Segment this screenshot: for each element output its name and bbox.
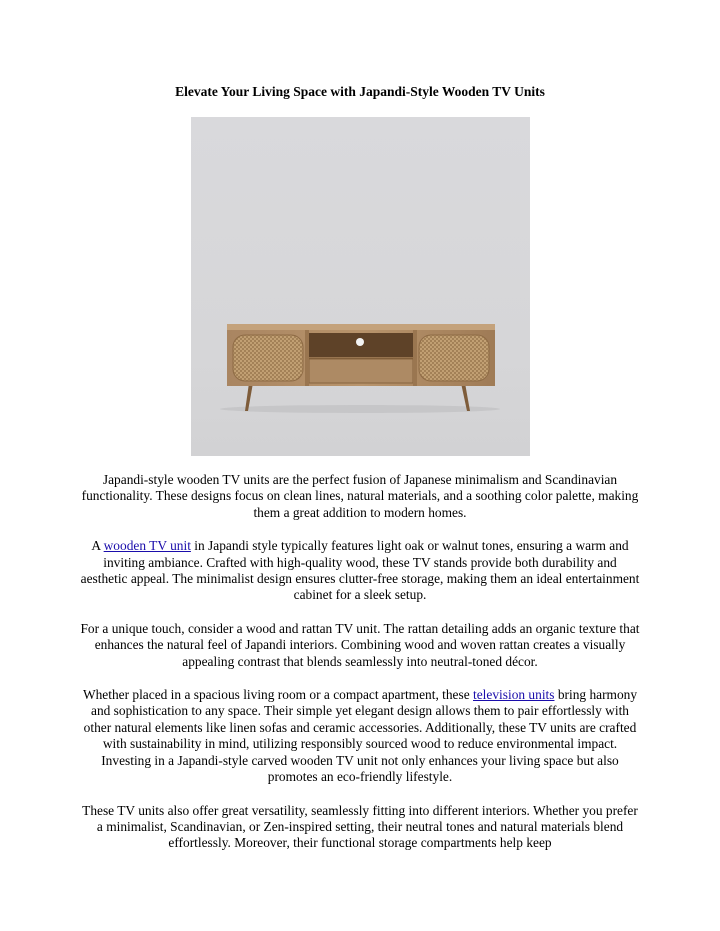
drawer [309, 359, 413, 383]
paragraph-3: For a unique touch, consider a wood and rattan TV unit. The rattan detailing adds an organic texture that enhances the natural feel of Japandi interiors. Combining wood and woven rattan creates a visually appealing contrast that blends seamlessly into neutral-toned décor. [80, 620, 640, 669]
cable-hole [356, 338, 364, 346]
paragraph-4: Whether placed in a spacious living room or a compact apartment, these television units bring harmony and sophistication to any space. Their simple yet elegant design allows them to pair effortlessly with other natural elements like linen sofas and ceramic accessories. Additionally, these TV units are crafted with sustainability in mind, utilizing responsibly sourced wood to reduce environmental impact. Investing in a Japandi-style carved wooden TV unit not only enhances your living space but also promotes an eco-friendly lifestyle. [82, 687, 638, 785]
tv-unit-illustration [191, 117, 530, 456]
paragraph-1: Japandi-style wooden TV units are the perfect fusion of Japanese minimalism and Scandinavian functionality. These designs focus on clean lines, natural materials, and a soothing color palette, making them a great addition to modern homes. [81, 472, 639, 520]
wooden-tv-unit-link[interactable]: wooden TV unit [103, 538, 191, 554]
page-title: Elevate Your Living Space with Japandi-Style Wooden TV Units [175, 84, 545, 99]
paragraph-5: These TV units also offer great versatility, seamlessly fitting into different interiors. Whether you prefer a minimalist, Scandinavian, or Zen-inspired setting, their neutral tones and natural materials blend effortlessly. Moreover, their functional storage compartments help keep [82, 802, 638, 851]
article-body [80, 472, 640, 869]
rattan-door-left [233, 335, 303, 381]
product-photo [191, 117, 530, 456]
television-units-link[interactable]: television units [473, 687, 555, 703]
paragraph-2: A wooden TV unit in Japandi style typically features light oak or walnut tones, ensuring a warm and inviting ambiance. Crafted with high-quality wood, these TV stands provide both durability and aesthetic appeal. The minimalist design ensures clutter-free storage, making them an ideal entertainment cabinet for a sleek setup. [80, 538, 640, 603]
rattan-door-right [419, 335, 489, 381]
